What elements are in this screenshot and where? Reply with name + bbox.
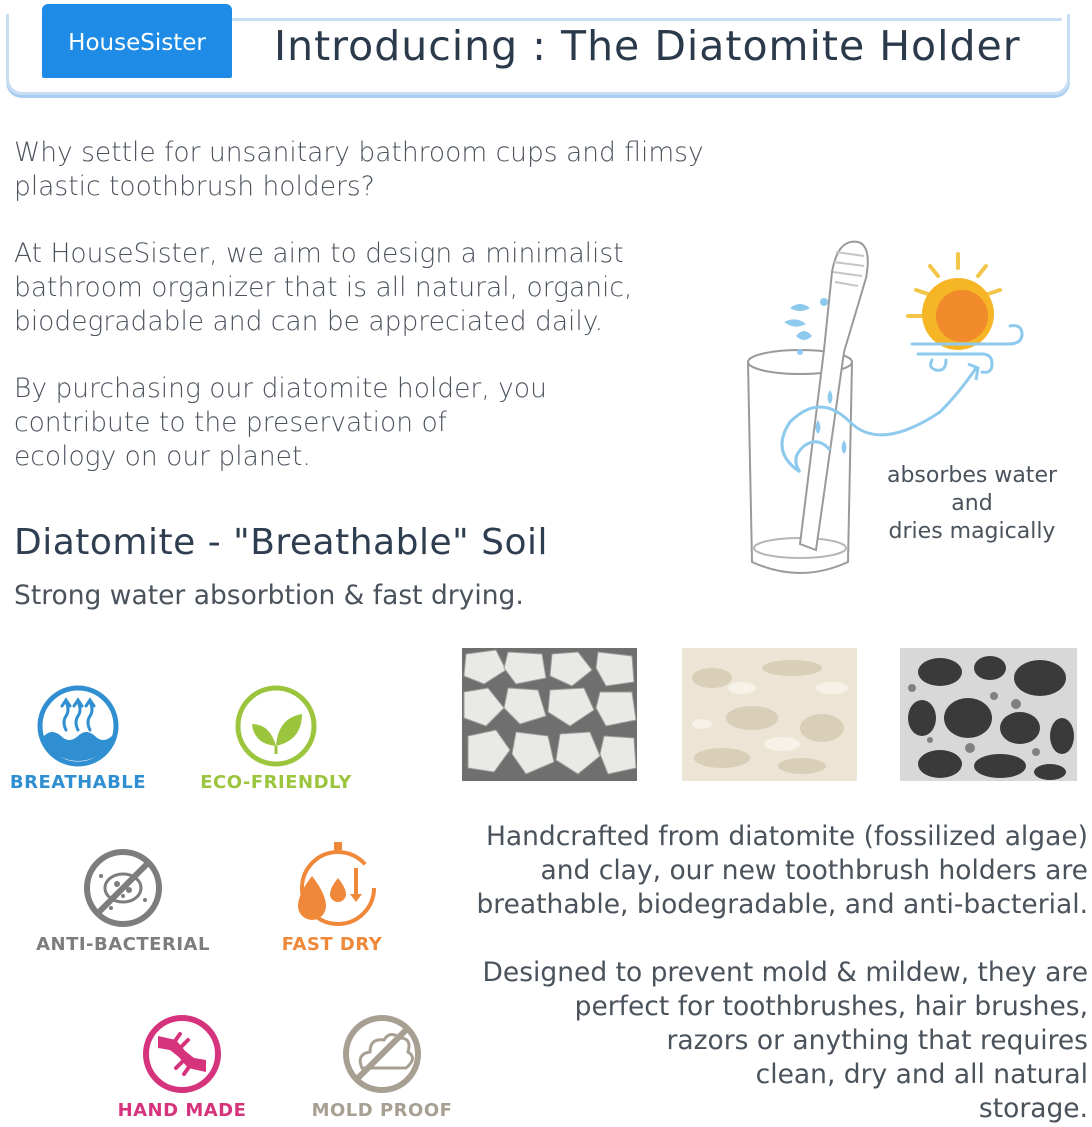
mold-icon (340, 1012, 424, 1096)
sun-icon (908, 254, 1000, 350)
caption-line: absorbes water (886, 463, 1058, 488)
anti-bacteria-icon (81, 846, 165, 930)
section-heading: Diatomite - "Breathable" Soil (14, 522, 548, 563)
intro-paragraph-1 (14, 136, 704, 204)
badge-label: ANTI-BACTERIAL (36, 934, 210, 955)
diatomite-powder-photo (682, 648, 857, 781)
badge-breathable (6, 684, 150, 793)
intro-paragraph-2 (14, 237, 632, 339)
intro-line: By purchasing our diatomite holder, you (14, 373, 547, 404)
description-line: perfect for toothbrushes, hair brushes, (574, 991, 1088, 1022)
page-title: Introducing : The Diatomite Holder (274, 22, 1021, 70)
description-paragraph-1 (448, 820, 1088, 922)
badge-mold-proof (306, 1012, 458, 1121)
droplet-icon (282, 838, 382, 930)
toothbrush-icon (800, 242, 868, 550)
description-line: Designed to prevent mold & mildew, they are (482, 957, 1088, 988)
intro-line: plastic toothbrush holders? (14, 171, 375, 202)
badge-hand-made (110, 1012, 254, 1121)
badge-anti-bacterial (30, 846, 216, 955)
badge-label: HAND MADE (117, 1100, 247, 1121)
description-line: and clay, our new toothbrush holders are (540, 855, 1088, 886)
intro-paragraph-3 (14, 372, 547, 474)
badge-label: BREATHABLE (9, 772, 147, 793)
badge-label: ECO-FRIENDLY (200, 772, 352, 793)
badge-fast-dry (270, 838, 394, 955)
intro-line: Why settle for unsanitary bathroom cups and flimsy (14, 137, 704, 168)
badge-label: FAST DRY (281, 934, 383, 955)
intro-line: At HouseSister, we aim to design a minimalist (14, 238, 624, 269)
diatomite-microscope-photo (900, 648, 1077, 781)
hands-icon (140, 1012, 224, 1096)
header-top-line (232, 18, 1062, 21)
description-paragraph-2 (448, 956, 1088, 1126)
leaf-icon (234, 684, 318, 768)
intro-line: bathroom organizer that is all natural, organic, (14, 272, 633, 303)
brand-name: HouseSister (68, 30, 206, 56)
description-line: clean, dry and all natural (755, 1059, 1088, 1090)
absorb-caption (872, 462, 1072, 546)
description-line: breathable, biodegradable, and anti-bacterial. (476, 889, 1088, 920)
caption-line: dries magically (888, 519, 1056, 544)
caption-line: and (951, 491, 993, 516)
description-line: storage. (978, 1093, 1088, 1124)
diatomite-rocks-photo (462, 648, 637, 781)
description-line: razors or anything that requires (666, 1025, 1088, 1056)
section-tagline: Strong water absorbtion & fast drying. (14, 580, 524, 611)
intro-line: biodegradable and can be appreciated daily. (14, 306, 604, 337)
intro-line: ecology on our planet. (14, 441, 311, 472)
badge-eco-friendly (196, 684, 356, 793)
description-line: Handcrafted from diatomite (fossilized algae) (485, 821, 1088, 852)
intro-line: contribute to the preservation of (14, 407, 447, 438)
brand-tab (42, 8, 232, 78)
badge-label: MOLD PROOF (311, 1100, 453, 1121)
breathable-icon (36, 684, 120, 768)
